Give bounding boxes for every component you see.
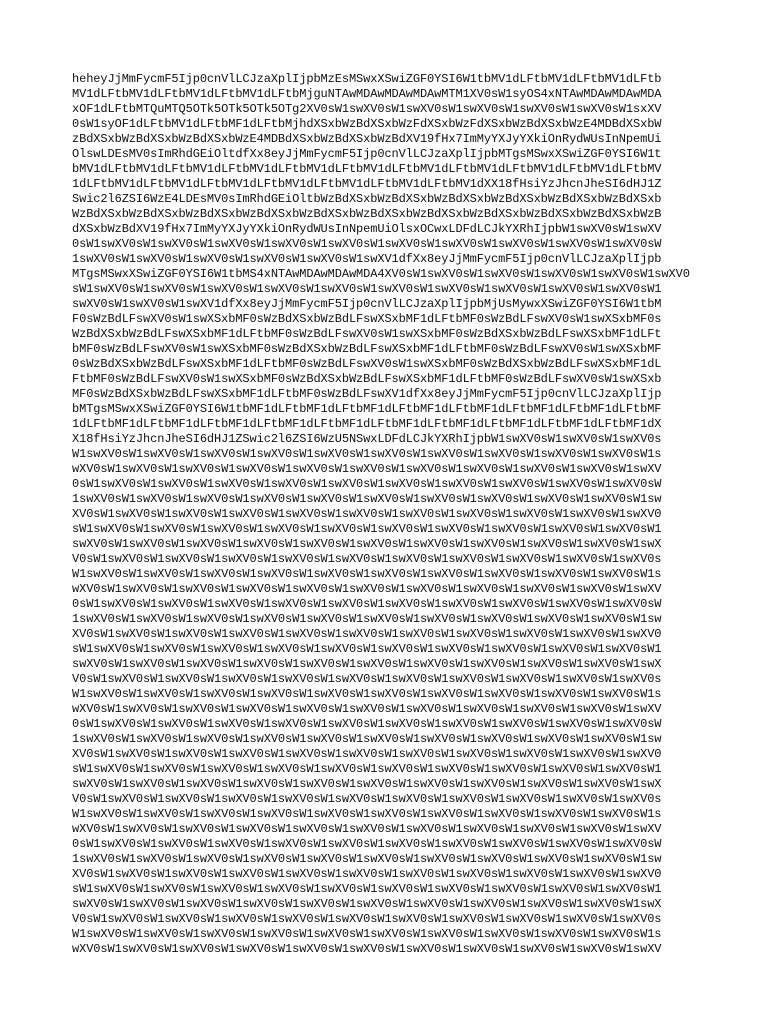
text-line: zBdXSxbWzBdXSxbWzBdXSxbWzE4MDBdXSxbWzBdXSxbWzBdXV19fHx7ImMyYXJyYXkiOnRydWUsInNpemUi — [72, 132, 662, 146]
text-line: 0sWzBdXSxbWzBdLFswXSxbMF1dLFtbMF0sWzBdLFswXV0sW1swXSxbMF0sWzBdXSxbWzBdLFswXSxbMF1dL — [72, 357, 662, 371]
text-line: W1swXV0sW1swXV0sW1swXV0sW1swXV0sW1swXV0sW1swXV0sW1swXV0sW1swXV0sW1swXV0sW1swXV0sW1s — [72, 687, 662, 701]
text-line: MTgsMSwxXSwiZGF0YSI6W1tbMS4xNTAwMDAwMDAwMDA4XV0sW1swXV0sW1swXV0sW1swXV0sW1swXV0sW1swXV0 — [72, 267, 690, 281]
text-line: OlswLDEsMV0sImRhdGEiOltdfXx8eyJjMmFycmF5Ijp0cnVlLCJzaXplIjpbMTgsMSwxXSwiZGF0YSI6W1t — [72, 147, 662, 161]
text-line: V0sW1swXV0sW1swXV0sW1swXV0sW1swXV0sW1swXV0sW1swXV0sW1swXV0sW1swXV0sW1swXV0sW1swXV0s — [72, 672, 662, 686]
text-line: X18fHsiYzJhcnJheSI6dHJ1ZSwic2l6ZSI6WzU5NSwxLDFdLCJkYXRhIjpbW1swXV0sW1swXV0sW1swXV0s — [72, 432, 662, 446]
text-line: F0sWzBdLFswXV0sW1swXSxbMF0sWzBdXSxbWzBdLFswXSxbMF1dLFtbMF0sWzBdLFswXV0sW1swXSxbMF0s — [72, 312, 662, 326]
text-line: 1swXV0sW1swXV0sW1swXV0sW1swXV0sW1swXV0sW1swXV0sW1swXV0sW1swXV0sW1swXV0sW1swXV0sW1sw — [72, 492, 662, 506]
text-line: V0sW1swXV0sW1swXV0sW1swXV0sW1swXV0sW1swXV0sW1swXV0sW1swXV0sW1swXV0sW1swXV0sW1swXV0s — [72, 912, 662, 926]
text-line: sW1swXV0sW1swXV0sW1swXV0sW1swXV0sW1swXV0sW1swXV0sW1swXV0sW1swXV0sW1swXV0sW1swXV0sW1 — [72, 762, 662, 776]
text-line: Swic2l6ZSI6WzE4LDEsMV0sImRhdGEiOltbWzBdXSxbWzBdXSxbWzBdXSxbWzBdXSxbWzBdXSxbWzBdXSxb — [72, 192, 662, 206]
text-line: wXV0sW1swXV0sW1swXV0sW1swXV0sW1swXV0sW1swXV0sW1swXV0sW1swXV0sW1swXV0sW1swXV0sW1swXV — [72, 822, 662, 836]
text-line: XV0sW1swXV0sW1swXV0sW1swXV0sW1swXV0sW1swXV0sW1swXV0sW1swXV0sW1swXV0sW1swXV0sW1swXV0 — [72, 627, 662, 641]
text-line: xOF1dLFtbMTQuMTQ5OTk5OTk5OTk5OTg2XV0sW1swXV0sW1swXV0sW1swXV0sW1swXV0sW1swXV0sW1sxXV — [72, 102, 662, 116]
text-line: XV0sW1swXV0sW1swXV0sW1swXV0sW1swXV0sW1swXV0sW1swXV0sW1swXV0sW1swXV0sW1swXV0sW1swXV0 — [72, 747, 662, 761]
text-line: W1swXV0sW1swXV0sW1swXV0sW1swXV0sW1swXV0sW1swXV0sW1swXV0sW1swXV0sW1swXV0sW1swXV0sW1s — [72, 447, 662, 461]
text-line: W1swXV0sW1swXV0sW1swXV0sW1swXV0sW1swXV0sW1swXV0sW1swXV0sW1swXV0sW1swXV0sW1swXV0sW1s — [72, 567, 662, 581]
text-line: W1swXV0sW1swXV0sW1swXV0sW1swXV0sW1swXV0sW1swXV0sW1swXV0sW1swXV0sW1swXV0sW1swXV0sW1s — [72, 807, 662, 821]
text-line: 0sW1syOF1dLFtbMV1dLFtbMF1dLFtbMjhdXSxbWzBdXSxbWzFdXSxbWzFdXSxbWzBdXSxbWzE4MDBdXSxbW — [72, 117, 662, 131]
text-line: 0sW1swXV0sW1swXV0sW1swXV0sW1swXV0sW1swXV0sW1swXV0sW1swXV0sW1swXV0sW1swXV0sW1swXV0sW — [72, 477, 662, 491]
text-line: swXV0sW1swXV0sW1swXV0sW1swXV0sW1swXV0sW1swXV0sW1swXV0sW1swXV0sW1swXV0sW1swXV0sW1swX — [72, 657, 662, 671]
text-line: sW1swXV0sW1swXV0sW1swXV0sW1swXV0sW1swXV0sW1swXV0sW1swXV0sW1swXV0sW1swXV0sW1swXV0sW1 — [72, 882, 662, 896]
text-line: W1swXV0sW1swXV0sW1swXV0sW1swXV0sW1swXV0sW1swXV0sW1swXV0sW1swXV0sW1swXV0sW1swXV0sW1s — [72, 927, 662, 941]
text-line: 0sW1swXV0sW1swXV0sW1swXV0sW1swXV0sW1swXV0sW1swXV0sW1swXV0sW1swXV0sW1swXV0sW1swXV0sW — [72, 597, 662, 611]
text-line: swXV0sW1swXV0sW1swXV1dfXx8eyJjMmFycmF5Ijp0cnVlLCJzaXplIjpbMjUsMywxXSwiZGF0YSI6W1tbM — [72, 297, 662, 311]
text-line: XV0sW1swXV0sW1swXV0sW1swXV0sW1swXV0sW1swXV0sW1swXV0sW1swXV0sW1swXV0sW1swXV0sW1swXV0 — [72, 507, 662, 521]
text-line: 1dLFtbMF1dLFtbMF1dLFtbMF1dLFtbMF1dLFtbMF1dLFtbMF1dLFtbMF1dLFtbMF1dLFtbMF1dLFtbMF1dX — [72, 417, 662, 431]
text-line: 1dLFtbMV1dLFtbMV1dLFtbMV1dLFtbMV1dLFtbMV1dLFtbMV1dLFtbMV1dXX18fHsiYzJhcnJheSI6dHJ1Z — [72, 177, 662, 191]
body-text-block — [72, 72, 696, 957]
text-line: 0sW1swXV0sW1swXV0sW1swXV0sW1swXV0sW1swXV0sW1swXV0sW1swXV0sW1swXV0sW1swXV0sW1swXV0sW — [72, 837, 662, 851]
text-line: dXSxbWzBdXV19fHx7ImMyYXJyYXkiOnRydWUsInNpemUiOlsxOCwxLDFdLCJkYXRhIjpbW1swXV0sW1swXV — [72, 222, 662, 236]
text-line: 1swXV0sW1swXV0sW1swXV0sW1swXV0sW1swXV0sW1swXV0sW1swXV0sW1swXV0sW1swXV0sW1swXV0sW1sw — [72, 732, 662, 746]
text-line: heheyJjMmFycmF5Ijp0cnVlLCJzaXplIjpbMzEsMSwxXSwiZGF0YSI6W1tbMV1dLFtbMV1dLFtbMV1dLFtb — [72, 72, 662, 86]
text-line: bMV1dLFtbMV1dLFtbMV1dLFtbMV1dLFtbMV1dLFtbMV1dLFtbMV1dLFtbMV1dLFtbMV1dLFtbMV1dLFtbMV — [72, 162, 662, 176]
text-line: MF0sWzBdXSxbWzBdLFswXSxbMF1dLFtbMF0sWzBdLFswXV1dfXx8eyJjMmFycmF5Ijp0cnVlLCJzaXplIjp — [72, 387, 662, 401]
text-line: FtbMF0sWzBdLFswXV0sW1swXSxbMF0sWzBdXSxbWzBdLFswXSxbMF1dLFtbMF0sWzBdLFswXV0sW1swXSxb — [72, 372, 662, 386]
text-line: V0sW1swXV0sW1swXV0sW1swXV0sW1swXV0sW1swXV0sW1swXV0sW1swXV0sW1swXV0sW1swXV0sW1swXV0s — [72, 552, 662, 566]
text-line: 0sW1swXV0sW1swXV0sW1swXV0sW1swXV0sW1swXV0sW1swXV0sW1swXV0sW1swXV0sW1swXV0sW1swXV0sW — [72, 717, 662, 731]
text-line: 1swXV0sW1swXV0sW1swXV0sW1swXV0sW1swXV0sW1swXV0sW1swXV0sW1swXV0sW1swXV0sW1swXV0sW1sw — [72, 612, 662, 626]
text-line: swXV0sW1swXV0sW1swXV0sW1swXV0sW1swXV0sW1swXV0sW1swXV0sW1swXV0sW1swXV0sW1swXV0sW1swX — [72, 537, 662, 551]
text-line: 0sW1swXV0sW1swXV0sW1swXV0sW1swXV0sW1swXV0sW1swXV0sW1swXV0sW1swXV0sW1swXV0sW1swXV0sW — [72, 237, 662, 251]
text-line: 1swXV0sW1swXV0sW1swXV0sW1swXV0sW1swXV0sW1swXV0sW1swXV0sW1swXV0sW1swXV0sW1swXV0sW1sw — [72, 852, 662, 866]
text-line: V0sW1swXV0sW1swXV0sW1swXV0sW1swXV0sW1swXV0sW1swXV0sW1swXV0sW1swXV0sW1swXV0sW1swXV0s — [72, 792, 662, 806]
text-line: MV1dLFtbMV1dLFtbMV1dLFtbMV1dLFtbMjguNTAwMDAwMDAwMDAwMTM1XV0sW1syOS4xNTAwMDAwMDAwMDA — [72, 87, 662, 101]
text-line: bMTgsMSwxXSwiZGF0YSI6W1tbMF1dLFtbMF1dLFtbMF1dLFtbMF1dLFtbMF1dLFtbMF1dLFtbMF1dLFtbMF — [72, 402, 662, 416]
text-line: 1swXV0sW1swXV0sW1swXV0sW1swXV0sW1swXV0sW1swXV1dfXx8eyJjMmFycmF5Ijp0cnVlLCJzaXplIjpb — [72, 252, 662, 266]
text-line: swXV0sW1swXV0sW1swXV0sW1swXV0sW1swXV0sW1swXV0sW1swXV0sW1swXV0sW1swXV0sW1swXV0sW1swX — [72, 777, 662, 791]
text-line: wXV0sW1swXV0sW1swXV0sW1swXV0sW1swXV0sW1swXV0sW1swXV0sW1swXV0sW1swXV0sW1swXV0sW1swXV — [72, 702, 662, 716]
text-line: wXV0sW1swXV0sW1swXV0sW1swXV0sW1swXV0sW1swXV0sW1swXV0sW1swXV0sW1swXV0sW1swXV0sW1swXV — [72, 942, 662, 956]
text-line: bMF0sWzBdLFswXV0sW1swXSxbMF0sWzBdXSxbWzBdLFswXSxbMF1dLFtbMF0sWzBdLFswXV0sW1swXSxbMF — [72, 342, 662, 356]
text-line: WzBdXSxbWzBdLFswXSxbMF1dLFtbMF0sWzBdLFswXV0sW1swXSxbMF0sWzBdXSxbWzBdLFswXSxbMF1dLFt — [72, 327, 662, 341]
text-line: sW1swXV0sW1swXV0sW1swXV0sW1swXV0sW1swXV0sW1swXV0sW1swXV0sW1swXV0sW1swXV0sW1swXV0sW1 — [72, 522, 662, 536]
text-line: sW1swXV0sW1swXV0sW1swXV0sW1swXV0sW1swXV0sW1swXV0sW1swXV0sW1swXV0sW1swXV0sW1swXV0sW1 — [72, 282, 662, 296]
text-line: WzBdXSxbWzBdXSxbWzBdXSxbWzBdXSxbWzBdXSxbWzBdXSxbWzBdXSxbWzBdXSxbWzBdXSxbWzBdXSxbWzB — [72, 207, 662, 221]
text-line: wXV0sW1swXV0sW1swXV0sW1swXV0sW1swXV0sW1swXV0sW1swXV0sW1swXV0sW1swXV0sW1swXV0sW1swXV — [72, 582, 662, 596]
text-line: XV0sW1swXV0sW1swXV0sW1swXV0sW1swXV0sW1swXV0sW1swXV0sW1swXV0sW1swXV0sW1swXV0sW1swXV0 — [72, 867, 662, 881]
text-line: sW1swXV0sW1swXV0sW1swXV0sW1swXV0sW1swXV0sW1swXV0sW1swXV0sW1swXV0sW1swXV0sW1swXV0sW1 — [72, 642, 662, 656]
text-line: wXV0sW1swXV0sW1swXV0sW1swXV0sW1swXV0sW1swXV0sW1swXV0sW1swXV0sW1swXV0sW1swXV0sW1swXV — [72, 462, 662, 476]
text-line: swXV0sW1swXV0sW1swXV0sW1swXV0sW1swXV0sW1swXV0sW1swXV0sW1swXV0sW1swXV0sW1swXV0sW1swX — [72, 897, 662, 911]
